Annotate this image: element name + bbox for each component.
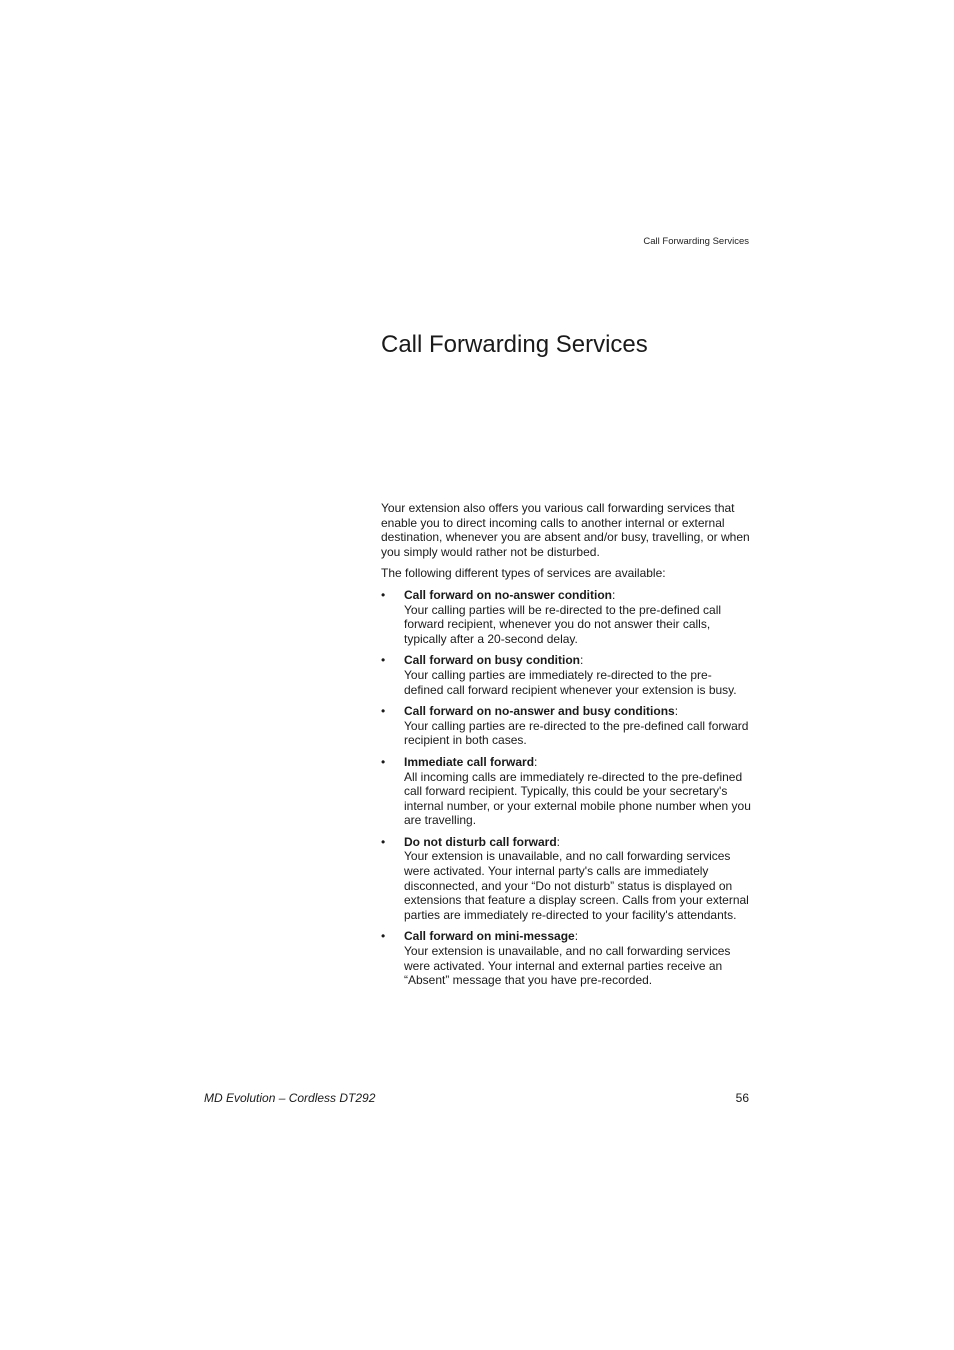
item-colon: : bbox=[534, 754, 538, 769]
item-description: Your calling parties are re-directed to the pre-defined call forward recipient in both cases. bbox=[404, 718, 749, 748]
item-title: Immediate call forward bbox=[404, 754, 535, 769]
item-title: Call forward on no-answer condition bbox=[404, 587, 613, 602]
list-item bbox=[381, 755, 751, 828]
item-title: Do not disturb call forward bbox=[404, 834, 557, 849]
service-list bbox=[381, 588, 751, 988]
list-item bbox=[381, 929, 751, 987]
page-number: 56 bbox=[735, 1091, 749, 1105]
body-text bbox=[381, 501, 751, 995]
item-colon: : bbox=[574, 929, 579, 944]
bullet-icon: • bbox=[381, 754, 386, 769]
item-description: Your calling parties are immediately re-directed to the pre-defined call forward recipient whenever your extension is busy. bbox=[404, 667, 737, 697]
running-header: Call Forwarding Services bbox=[643, 236, 749, 247]
item-title: Call forward on no-answer and busy conditions bbox=[404, 704, 675, 719]
bullet-icon: • bbox=[381, 653, 386, 668]
list-item bbox=[381, 835, 751, 923]
page-title: Call Forwarding Services bbox=[381, 331, 648, 358]
item-description: Your extension is unavailable, and no call forwarding services were activated. Your internal party's calls are immediately disconnected, and your “Do not disturb” status is displayed on extensions that feature a display screen. Calls from your external parties are immediately re-directed to your facility's attendants. bbox=[404, 849, 749, 922]
list-intro-paragraph: The following different types of services are available: bbox=[381, 566, 666, 581]
item-colon: : bbox=[556, 834, 561, 849]
item-title: Call forward on mini-message bbox=[404, 929, 575, 944]
footer-document-title: MD Evolution – Cordless DT292 bbox=[204, 1091, 376, 1105]
list-item bbox=[381, 704, 751, 748]
item-description: All incoming calls are immediately re-directed to the pre-defined call forward recipient. Typically, this could be your secretary's internal number, or your external mobile phone number when you are travelling. bbox=[404, 769, 751, 828]
item-colon: : bbox=[612, 587, 616, 602]
item-description: Your extension is unavailable, and no call forwarding services were activated. Your internal and external parties receive an “Absent” message that you have pre-recorded. bbox=[404, 944, 731, 988]
bullet-icon: • bbox=[381, 704, 386, 719]
list-item bbox=[381, 653, 751, 697]
intro-paragraph: Your extension also offers you various call forwarding services that enable you to direct incoming calls to another internal or external destination, whenever you are absent and/or busy, travelling, or when you simply would rather not be disturbed. bbox=[381, 501, 750, 559]
item-colon: : bbox=[580, 653, 584, 668]
item-description: Your calling parties will be re-directed to the pre-defined call forward recipient, whenever you do not answer their calls, typically after a 20-second delay. bbox=[404, 602, 722, 646]
item-colon: : bbox=[674, 704, 679, 719]
bullet-icon: • bbox=[381, 834, 386, 849]
bullet-icon: • bbox=[381, 929, 386, 944]
bullet-icon: • bbox=[381, 587, 386, 602]
item-title: Call forward on busy condition bbox=[404, 653, 581, 668]
list-item bbox=[381, 588, 751, 646]
